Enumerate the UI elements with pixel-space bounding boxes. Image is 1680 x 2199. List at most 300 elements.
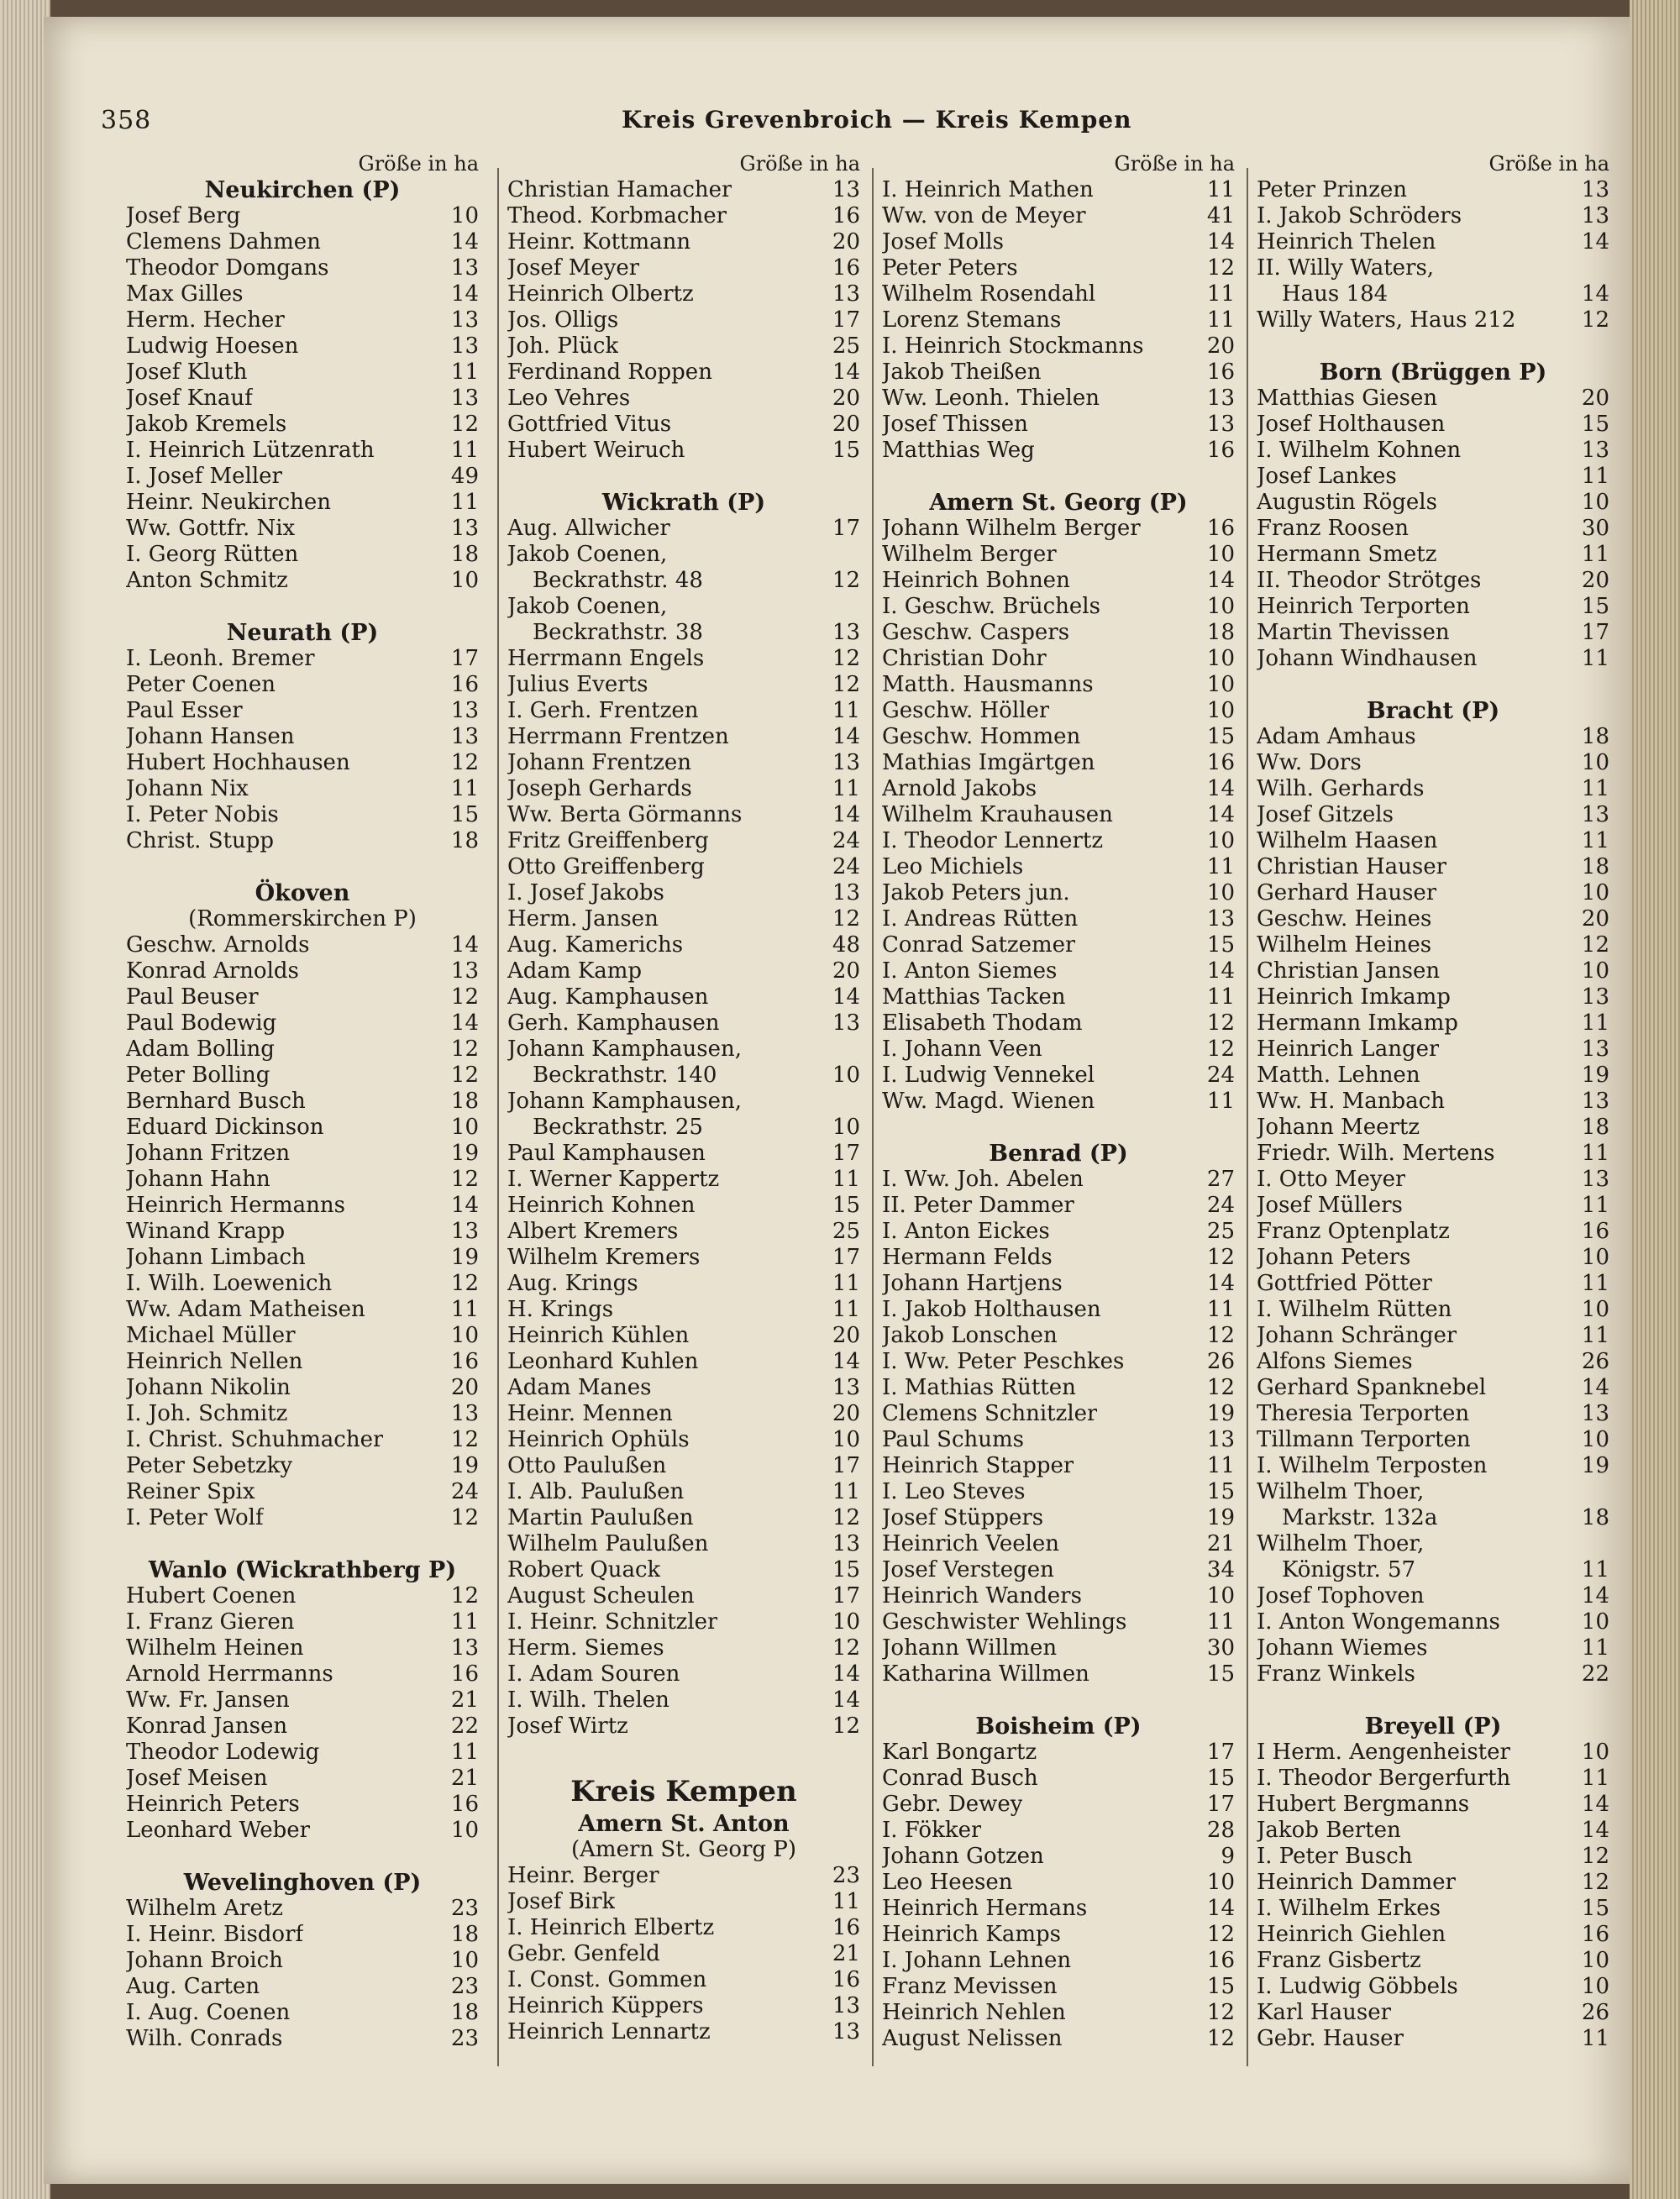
list-item	[1257, 646, 1609, 672]
place-heading: Amern St. Anton	[578, 1811, 790, 1837]
owner-name: Johann Nix	[126, 776, 249, 801]
owner-name: Ww. Adam Matheisen	[126, 1297, 365, 1322]
area-ha: 10	[832, 1115, 860, 1140]
owner-name: Johann Hahn	[126, 1167, 270, 1192]
area-ha: 10	[832, 1063, 860, 1088]
owner-name: Julius Everts	[507, 672, 648, 697]
list-item	[507, 386, 860, 412]
owner-name: I. Heinr. Bisdorf	[126, 1922, 304, 1947]
owner-name: I. Georg Rütten	[126, 542, 299, 567]
list-item	[507, 1167, 860, 1193]
owner-name: Heinrich Kühlen	[507, 1323, 690, 1348]
owner-name: Franz Winkels	[1257, 1661, 1415, 1687]
area-ha: 10	[832, 1609, 860, 1635]
list-item	[1257, 1219, 1609, 1245]
owner-name: Gottfried Vitus	[507, 412, 672, 437]
list-item	[507, 1661, 860, 1687]
area-ha: 14	[450, 1010, 479, 1036]
list-item	[882, 776, 1235, 802]
list-item	[126, 2000, 479, 2026]
area-ha: 15	[1206, 932, 1235, 958]
owner-name: Geschwister Wehlings	[882, 1609, 1127, 1635]
list-item	[1257, 1583, 1609, 1609]
owner-name: Johann Gotzen	[882, 1844, 1044, 1869]
list-item	[1257, 1453, 1609, 1479]
area-ha: 14	[1206, 958, 1235, 984]
list-item	[126, 828, 479, 854]
owner-name: Wilhelm Paulußen	[507, 1531, 709, 1556]
area-ha: 48	[832, 932, 860, 958]
owner-name: Albert Kremers	[507, 1219, 679, 1244]
list-item	[1257, 2000, 1609, 2026]
place-subheading: (Rommerskirchen P)	[188, 906, 417, 932]
owner-name: I Herm. Aengenheister	[1257, 1740, 1510, 1765]
area-ha: 14	[1581, 1792, 1609, 1817]
list-item	[882, 1089, 1235, 1115]
area-ha: 10	[1206, 542, 1235, 567]
owner-name: Peter Prinzen	[1257, 177, 1408, 202]
owner-name: Heinrich Giehlen	[1257, 1922, 1446, 1947]
owner-name: Peter Sebetzky	[126, 1453, 293, 1478]
list-item	[507, 1401, 860, 1427]
list-item	[126, 333, 479, 360]
list-item	[882, 1557, 1235, 1583]
area-ha: 12	[450, 750, 479, 775]
list-item	[507, 724, 860, 750]
area-ha: 24	[450, 1479, 479, 1504]
spacer	[1257, 1687, 1609, 1714]
list-item	[882, 1453, 1235, 1479]
owner-name: Josef Birk	[507, 1889, 616, 1914]
area-ha: 12	[1206, 255, 1235, 281]
column-3	[882, 151, 1235, 2052]
owner-name: Josef Knauf	[126, 386, 253, 411]
owner-name: Hermann Smetz	[1257, 542, 1437, 567]
owner-name: Josef Thissen	[882, 412, 1028, 437]
owner-name: Heinrich Küppers	[507, 1993, 704, 2018]
owner-name: I. Heinr. Schnitzler	[507, 1609, 718, 1635]
list-item	[1257, 386, 1609, 412]
area-ha: 17	[832, 307, 860, 333]
list-item	[507, 1323, 860, 1349]
owner-name: Herm. Jansen	[507, 906, 659, 932]
area-ha: 15	[1206, 1974, 1235, 1999]
area-ha: 11	[1206, 1453, 1235, 1478]
area-ha: 11	[832, 1167, 860, 1192]
area-ha: 11	[1206, 1089, 1235, 1114]
area-ha: 11	[1581, 776, 1609, 801]
list-item	[126, 724, 479, 750]
column-4	[1257, 151, 1609, 2052]
list-item	[126, 568, 479, 594]
area-ha: 12	[450, 1271, 479, 1296]
area-ha: 12	[1206, 1323, 1235, 1348]
spacer	[126, 1531, 479, 1557]
list-item	[882, 1531, 1235, 1557]
owner-name: Josef Meyer	[507, 255, 640, 281]
owner-name: Matthias Giesen	[1257, 386, 1438, 411]
owner-name: I. Jakob Schröders	[1257, 203, 1462, 228]
spacer	[882, 1687, 1235, 1714]
owner-name: Josef Kluth	[126, 360, 248, 385]
owner-name: Heinrich Thelen	[1257, 229, 1436, 255]
list-item	[126, 1141, 479, 1167]
owner-name: II. Theodor Strötges	[1257, 568, 1482, 593]
owner-address: Beckrathstr. 140	[533, 1063, 717, 1088]
list-item	[1257, 854, 1609, 880]
owner-name: Adam Bolling	[126, 1037, 275, 1062]
list-item	[126, 1010, 479, 1037]
list-item	[1257, 255, 1609, 281]
list-item	[1257, 1844, 1609, 1870]
owner-name: Leonhard Weber	[126, 1818, 311, 1843]
list-item	[1257, 1323, 1609, 1349]
list-item	[1257, 1479, 1609, 1505]
owner-name: I. Const. Gommen	[507, 1967, 707, 1992]
owner-name: Aug. Kamphausen	[507, 984, 709, 1010]
area-ha: 10	[1581, 1297, 1609, 1322]
owner-name: Johann Windhausen	[1257, 646, 1478, 671]
list-item	[882, 880, 1235, 906]
area-ha: 11	[1581, 542, 1609, 567]
area-ha: 14	[1206, 776, 1235, 801]
owner-address: Beckrathstr. 38	[533, 620, 703, 645]
area-ha: 10	[1206, 828, 1235, 853]
place-heading: Born (Brüggen P)	[1319, 360, 1547, 386]
owner-name: Paul Beuser	[126, 984, 259, 1010]
list-item	[507, 698, 860, 724]
list-item	[882, 698, 1235, 724]
list-item-continuation	[507, 620, 860, 646]
area-ha: 13	[832, 880, 860, 905]
list-item	[507, 1479, 860, 1505]
owner-name: Heinrich Ophüls	[507, 1427, 690, 1452]
list-item	[882, 568, 1235, 594]
owner-name: I. Josef Jakobs	[507, 880, 664, 905]
owner-name: Konrad Arnolds	[126, 958, 299, 984]
area-ha: 15	[1206, 1766, 1235, 1791]
area-ha: 9	[1221, 1844, 1235, 1869]
area-ha: 13	[1206, 386, 1235, 411]
owner-name: I. Wilh. Thelen	[507, 1687, 669, 1713]
owner-name: Wilh. Conrads	[126, 2026, 283, 2051]
owner-name: Conrad Busch	[882, 1766, 1038, 1791]
owner-name: I. Mathias Rütten	[882, 1375, 1076, 1400]
owner-name: I. Anton Eickes	[882, 1219, 1050, 1244]
owner-name: I. Peter Nobis	[126, 802, 279, 827]
list-item	[1257, 1193, 1609, 1219]
owner-name: Aug. Krings	[507, 1271, 638, 1296]
owner-name: Johann Peters	[1257, 1245, 1411, 1270]
owner-name: Ww. Leonh. Thielen	[882, 386, 1100, 411]
owner-name: Matthias Weg	[882, 438, 1035, 463]
owner-name: I. Otto Meyer	[1257, 1167, 1406, 1192]
area-ha: 34	[1206, 1557, 1235, 1582]
owner-name: Heinrich Wanders	[882, 1583, 1082, 1609]
list-item	[507, 1375, 860, 1401]
owner-name: Matthias Tacken	[882, 984, 1066, 1010]
size-column-label: Größe in ha	[358, 152, 479, 176]
list-item	[882, 1844, 1235, 1870]
owner-name: Heinrich Kamps	[882, 1922, 1062, 1947]
owner-name: Geschw. Hommen	[882, 724, 1081, 749]
area-ha: 13	[1581, 438, 1609, 463]
area-ha: 19	[450, 1453, 479, 1478]
area-ha: 13	[1581, 1167, 1609, 1192]
list-item	[507, 1557, 860, 1583]
owner-name: Jos. Olligs	[507, 307, 619, 333]
list-item	[1257, 620, 1609, 646]
owner-name: I. Werner Kappertz	[507, 1167, 720, 1192]
list-item	[126, 281, 479, 307]
place-heading: Amern St. Georg (P)	[929, 490, 1188, 516]
area-ha: 41	[1206, 203, 1235, 228]
list-item	[126, 1427, 479, 1453]
owner-name: Gerh. Kamphausen	[507, 1010, 720, 1036]
owner-name: Heinrich Langer	[1257, 1037, 1440, 1062]
area-ha: 14	[1206, 1896, 1235, 1921]
place-heading: Ökoven	[255, 880, 350, 906]
list-item	[507, 828, 860, 854]
list-item	[882, 1740, 1235, 1766]
area-ha: 15	[1206, 724, 1235, 749]
owner-name: I. Wilhelm Erkes	[1257, 1896, 1441, 1921]
area-ha: 14	[832, 802, 860, 827]
owner-name: I. Josef Meller	[126, 464, 282, 489]
list-item	[126, 360, 479, 386]
owner-name: Heinrich Dammer	[1257, 1870, 1456, 1895]
area-ha: 20	[832, 229, 860, 255]
list-item	[882, 620, 1235, 646]
size-column-label: Größe in ha	[1488, 152, 1609, 176]
owner-name: Theodor Lodewig	[126, 1740, 320, 1765]
list-item	[1257, 516, 1609, 542]
owner-name: Peter Peters	[882, 255, 1018, 281]
area-ha: 14	[1206, 802, 1235, 827]
owner-name: Theodor Domgans	[126, 255, 329, 281]
owner-name: Johann Willmen	[882, 1635, 1058, 1661]
owner-name: I. Franz Gieren	[126, 1609, 295, 1635]
list-item	[882, 724, 1235, 750]
list-item	[507, 360, 860, 386]
owner-name: Augustin Rögels	[1257, 490, 1437, 515]
area-ha: 12	[832, 1714, 860, 1739]
owner-name: Heinrich Kohnen	[507, 1193, 696, 1218]
owner-name: Christian Hauser	[1257, 854, 1447, 879]
list-item	[507, 1687, 860, 1714]
area-ha: 20	[1581, 568, 1609, 593]
list-item	[507, 177, 860, 203]
list-item	[507, 281, 860, 307]
owner-name: Jakob Lonschen	[882, 1323, 1058, 1348]
owner-name: I. Johann Lehnen	[882, 1948, 1072, 1973]
area-ha: 12	[832, 1505, 860, 1530]
list-item	[126, 646, 479, 672]
area-ha: 14	[1581, 281, 1609, 307]
owner-name: Josef Lankes	[1257, 464, 1397, 489]
list-item	[507, 776, 860, 802]
owner-name: I. Ludwig Göbbels	[1257, 1974, 1458, 1999]
owner-address: Beckrathstr. 48	[533, 568, 703, 593]
owner-name: Gebr. Dewey	[882, 1792, 1023, 1817]
area-ha: 20	[832, 386, 860, 411]
area-ha: 11	[1581, 1766, 1609, 1791]
area-ha: 16	[1581, 1922, 1609, 1947]
list-item	[507, 229, 860, 255]
area-ha: 12	[1206, 1010, 1235, 1036]
owner-name: Johann Frentzen	[507, 750, 691, 775]
area-ha: 11	[450, 490, 479, 515]
area-ha: 13	[450, 1635, 479, 1661]
list-item	[1257, 1740, 1609, 1766]
area-ha: 13	[832, 620, 860, 645]
owner-name: Joseph Gerhards	[507, 776, 692, 801]
owner-name: Hubert Coenen	[126, 1583, 297, 1609]
list-item	[882, 906, 1235, 932]
list-item	[507, 854, 860, 880]
area-ha: 16	[832, 255, 860, 281]
list-item	[1257, 1766, 1609, 1792]
column-2	[507, 151, 860, 2045]
list-item	[1257, 776, 1609, 802]
running-head: Kreis Grevenbroich — Kreis Kempen	[622, 106, 1132, 134]
list-item	[126, 412, 479, 438]
place-heading: Bracht (P)	[1366, 698, 1500, 724]
owner-name: Wilhelm Heinen	[126, 1635, 304, 1661]
area-ha: 15	[1581, 412, 1609, 437]
owner-name: Paul Esser	[126, 698, 243, 723]
list-item	[882, 542, 1235, 568]
owner-name: Otto Paulußen	[507, 1453, 667, 1478]
owner-name: Gerhard Hauser	[1257, 880, 1437, 905]
area-ha: 15	[450, 802, 479, 827]
area-ha: 13	[450, 1219, 479, 1244]
owner-name: I. Jakob Holthausen	[882, 1297, 1101, 1322]
area-ha: 13	[1581, 177, 1609, 202]
owner-name: Heinrich Peters	[126, 1792, 300, 1817]
column-rule	[872, 168, 874, 2066]
area-ha: 15	[1206, 1479, 1235, 1504]
list-item	[882, 1167, 1235, 1193]
list-item	[507, 932, 860, 958]
owner-name: Reiner Spix	[126, 1479, 255, 1504]
area-ha: 27	[1206, 1167, 1235, 1192]
area-ha: 12	[832, 568, 860, 593]
owner-name: Wilhelm Haasen	[1257, 828, 1438, 853]
owner-name: Wilhelm Thoer,	[1257, 1479, 1425, 1504]
area-ha: 14	[450, 281, 479, 307]
owner-name: II. Peter Dammer	[882, 1193, 1074, 1218]
area-ha: 11	[1581, 1557, 1609, 1582]
owner-name: Josef Wirtz	[507, 1714, 628, 1739]
list-item	[507, 594, 860, 620]
list-item-continuation	[1257, 281, 1609, 307]
book-page-edges-right	[1630, 0, 1680, 2199]
owner-name: Herm. Siemes	[507, 1635, 664, 1661]
owner-name: Lorenz Stemans	[882, 307, 1062, 333]
list-item	[507, 1245, 860, 1271]
area-ha: 11	[832, 1479, 860, 1504]
list-item	[126, 490, 479, 516]
owner-address: Beckrathstr. 25	[533, 1115, 703, 1140]
owner-name: Wilhelm Krauhausen	[882, 802, 1113, 827]
owner-name: Ww. Dors	[1257, 750, 1362, 775]
list-item	[1257, 1818, 1609, 1844]
area-ha: 15	[832, 1193, 860, 1218]
list-item	[1257, 984, 1609, 1010]
list-item	[1257, 1792, 1609, 1818]
list-item	[882, 516, 1235, 542]
owner-name: Herrmann Frentzen	[507, 724, 729, 749]
owner-name: Johann Hansen	[126, 724, 295, 749]
area-ha: 26	[1581, 2000, 1609, 2025]
list-item	[882, 1661, 1235, 1687]
owner-name: I. Ludwig Vennekel	[882, 1063, 1095, 1088]
owner-name: Jakob Coenen,	[507, 542, 668, 567]
area-ha: 11	[832, 1271, 860, 1296]
list-item	[882, 1349, 1235, 1375]
area-ha: 17	[832, 1245, 860, 1270]
area-ha: 10	[450, 1948, 479, 1973]
area-ha: 10	[1581, 1974, 1609, 1999]
owner-name: Heinrich Lennartz	[507, 2019, 711, 2044]
area-ha: 13	[450, 255, 479, 281]
list-item	[882, 2000, 1235, 2026]
list-item	[1257, 1401, 1609, 1427]
area-ha: 20	[832, 412, 860, 437]
owner-name: Adam Kamp	[507, 958, 643, 984]
area-ha: 11	[450, 1609, 479, 1635]
owner-name: Johann Broich	[126, 1948, 283, 1973]
list-item	[507, 412, 860, 438]
area-ha: 11	[1206, 281, 1235, 307]
list-item	[882, 1401, 1235, 1427]
list-item	[126, 1401, 479, 1427]
owner-name: Geschw. Heines	[1257, 906, 1432, 932]
place-heading: Boisheim (P)	[975, 1714, 1142, 1740]
list-item	[507, 542, 860, 568]
owner-name: Josef Meisen	[126, 1766, 268, 1791]
list-item	[507, 1993, 860, 2019]
area-ha: 17	[832, 1141, 860, 1166]
list-item	[1257, 438, 1609, 464]
owner-name: Ww. Fr. Jansen	[126, 1687, 290, 1713]
list-item	[882, 360, 1235, 386]
place-heading: Wanlo (Wickrathberg P)	[148, 1557, 457, 1583]
owner-name: Clemens Dahmen	[126, 229, 321, 255]
owner-name: Heinrich Hermanns	[126, 1193, 345, 1218]
owner-name: Leo Vehres	[507, 386, 631, 411]
list-item-continuation	[507, 1063, 860, 1089]
area-ha: 11	[1206, 177, 1235, 202]
list-item	[126, 229, 479, 255]
area-ha: 14	[1581, 229, 1609, 255]
list-item	[126, 1818, 479, 1844]
list-item	[126, 438, 479, 464]
list-item	[507, 880, 860, 906]
list-item	[126, 1167, 479, 1193]
list-item	[126, 1219, 479, 1245]
owner-name: I. Wilhelm Rütten	[1257, 1297, 1452, 1322]
list-item	[126, 1115, 479, 1141]
owner-name: Johann Wilhelm Berger	[882, 516, 1141, 541]
list-item	[1257, 1037, 1609, 1063]
owner-name: Tillmann Terporten	[1257, 1427, 1471, 1452]
spacer	[1257, 672, 1609, 698]
area-ha: 10	[1206, 594, 1235, 619]
owner-name: H. Krings	[507, 1297, 614, 1322]
area-ha: 13	[832, 1531, 860, 1556]
